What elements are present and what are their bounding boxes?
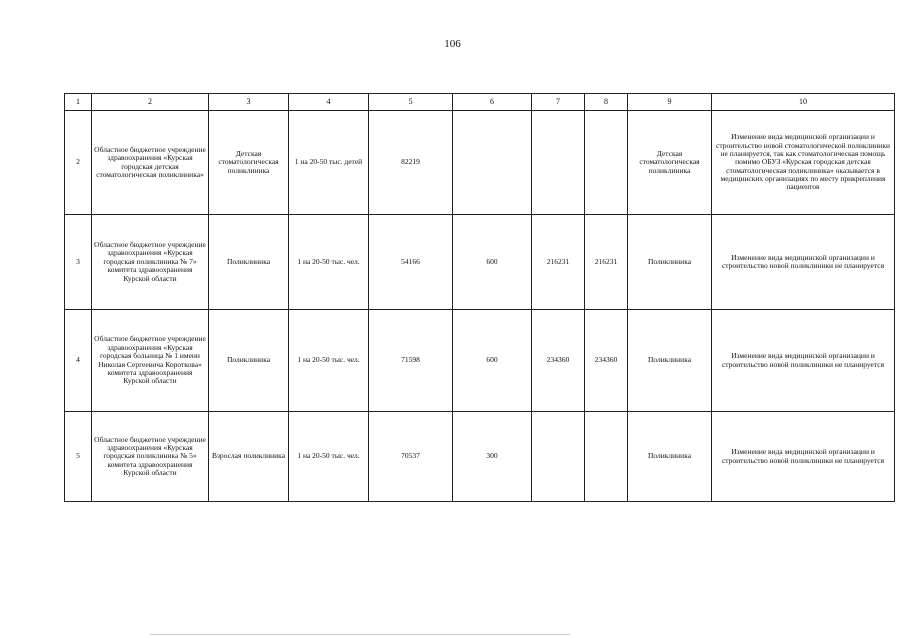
value-cell-5: 54166 [369,215,453,310]
note-cell: Изменение вида медицинской организации и строительство новой стоматологической поликлиники не планируется, так как стоматологическая помощь помимо ОБУЗ «Курская городская детская стоматологическая поликлиника» оказывается в медицинских организациях по месту прикрепления пациентов [712,111,895,215]
organization-cell: Областное бюджетное учреждение здравоохранения «Курская городская поликлиника № 7» комитета здравоохранения Курской области [92,215,209,310]
header-cell: 9 [628,94,712,111]
organization-cell: Областное бюджетное учреждение здравоохранения «Курская городская больница № 1 имени Николая Сергеевича Короткова» комитета здравоохранения Курской области [92,310,209,412]
target-type-cell: Поликлиника [628,215,712,310]
organization-cell: Областное бюджетное учреждение здравоохранения «Курская городская поликлиника № 5» комитета здравоохранения Курской области [92,412,209,502]
header-cell: 4 [289,94,369,111]
organization-cell: Областное бюджетное учреждение здравоохранения «Курская городская детская стоматологическая поликлиника» [92,111,209,215]
target-type-cell: Поликлиника [628,412,712,502]
value-cell-6: 600 [453,215,532,310]
value-cell-5: 70537 [369,412,453,502]
table-row [65,412,895,502]
type-cell: Взрослая поликлиника [209,412,289,502]
header-cell: 10 [712,94,895,111]
type-cell: Поликлиника [209,310,289,412]
note-cell: Изменение вида медицинской организации и строительство новой поликлиники не планируется [712,215,895,310]
value-cell-8: 234360 [585,310,628,412]
capacity-cell: 1 на 20-50 тыс. чел. [289,310,369,412]
row-number-cell: 3 [65,215,92,310]
note-cell: Изменение вида медицинской организации и строительство новой поликлиники не планируется [712,412,895,502]
table-body [65,111,895,502]
note-cell: Изменение вида медицинской организации и строительство новой поликлиники не планируется [712,310,895,412]
table-row [65,215,895,310]
header-cell: 2 [92,94,209,111]
type-cell: Детская стоматологическая поликлиника [209,111,289,215]
capacity-cell: 1 на 20-50 тыс. чел. [289,215,369,310]
header-cell: 7 [532,94,585,111]
header-cell: 3 [209,94,289,111]
value-cell-7: 216231 [532,215,585,310]
table-row [65,310,895,412]
page-bottom-rule [150,634,570,635]
header-cell: 6 [453,94,532,111]
value-cell-7 [532,111,585,215]
table-header [65,94,895,111]
data-table [64,93,895,502]
page-number: 106 [444,38,461,50]
value-cell-5: 82219 [369,111,453,215]
value-cell-8 [585,111,628,215]
value-cell-8 [585,412,628,502]
target-type-cell: Детская стоматологическая поликлиника [628,111,712,215]
value-cell-6: 600 [453,310,532,412]
capacity-cell: 1 на 20-50 тыс. детей [289,111,369,215]
header-cell: 8 [585,94,628,111]
capacity-cell: 1 на 20-50 тыс. чел. [289,412,369,502]
value-cell-7: 234360 [532,310,585,412]
row-number-cell: 4 [65,310,92,412]
table-row [65,111,895,215]
value-cell-6 [453,111,532,215]
header-cell: 5 [369,94,453,111]
value-cell-8: 216231 [585,215,628,310]
header-cell: 1 [65,94,92,111]
header-row [65,94,895,111]
value-cell-6: 300 [453,412,532,502]
value-cell-5: 71598 [369,310,453,412]
row-number-cell: 5 [65,412,92,502]
type-cell: Поликлиника [209,215,289,310]
target-type-cell: Поликлиника [628,310,712,412]
value-cell-7 [532,412,585,502]
row-number-cell: 2 [65,111,92,215]
